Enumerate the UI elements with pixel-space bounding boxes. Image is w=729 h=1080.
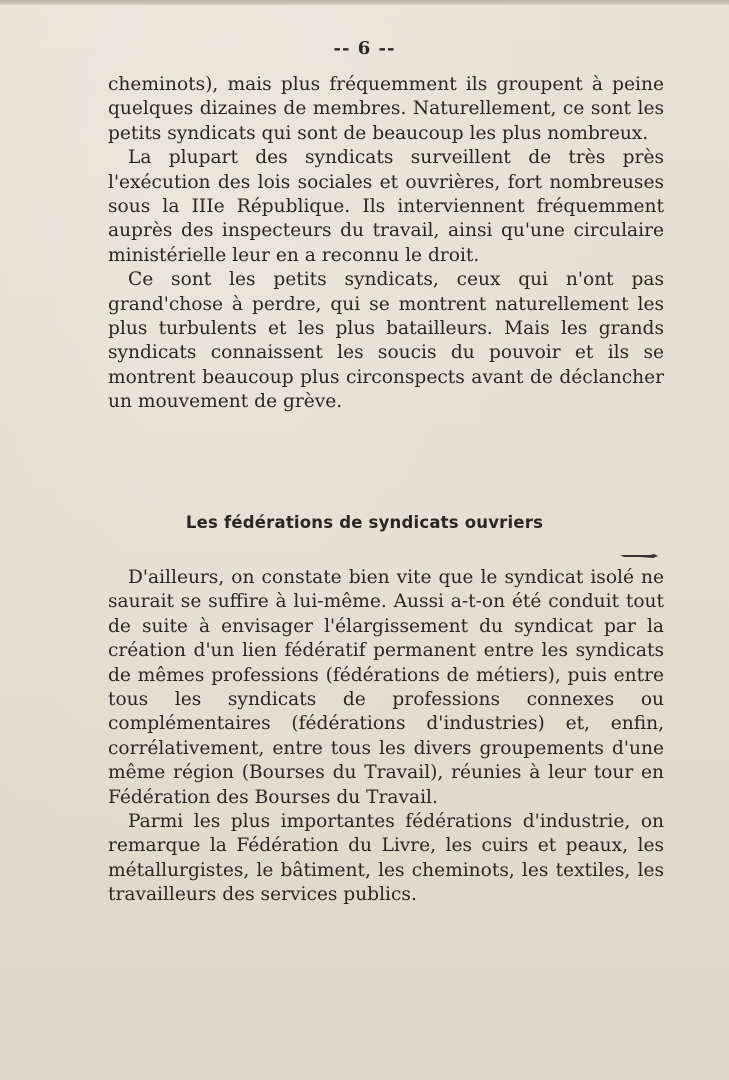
- paragraph-4: D'ailleurs, on constate bien vite que le syndicat isolé ne saurait se suffire à lui-même. Aussi a-t-on été conduit tout de suite à envisager l'élargissement du syndicat par la création d'un lien fédératif permanent entre les syndicats de mêmes professions (fédérations de métiers), puis entre tous les syndicats de professions connexes ou complémentaires (fédérations d'industries) et, enfin, corrélativement, entre tous les divers groupements d'une même région (Bourses du Travail), réunies à leur tour en Fédération des Bourses du Travail.: [108, 567, 664, 808]
- body-text-top: [108, 73, 664, 415]
- section-heading: Les fédérations de syndicats ouvriers: [185, 513, 544, 532]
- body-text-bottom: [108, 566, 664, 908]
- page-top-edge: [0, 0, 729, 5]
- paragraph-5: Parmi les plus importantes fédérations d'industrie, on remarque la Fédération du Livre, les cuirs et peaux, les métallurgistes, le bâtiment, les cheminots, les textiles, les travailleurs des services publics.: [108, 811, 664, 906]
- paragraph-3: Ce sont les petits syndicats, ceux qui n'ont pas grand'chose à perdre, qui se montrent naturellement les plus turbulents et les plus batailleurs. Mais les grands syndicats connaissent les soucis du pouvoir et ils se montrent beaucoup plus circonspects avant de déclancher un mouvement de grève.: [108, 269, 664, 413]
- ornament-mark: [620, 553, 658, 559]
- page-number: -- 6 --: [333, 38, 396, 59]
- paragraph-1: cheminots), mais plus fréquemment ils groupent à peine quelques dizaines de membres. Naturellement, ce sont les petits syndicats qui sont de beaucoup les plus nombreux.: [108, 74, 664, 144]
- paragraph-2: La plupart des syndicats surveillent de très près l'exécution des lois sociales et ouvrières, fort nombreuses sous la IIIe République. Ils interviennent fréquemment auprès des inspecteurs du travail, ainsi qu'une circulaire ministérielle leur en a reconnu le droit.: [108, 147, 664, 266]
